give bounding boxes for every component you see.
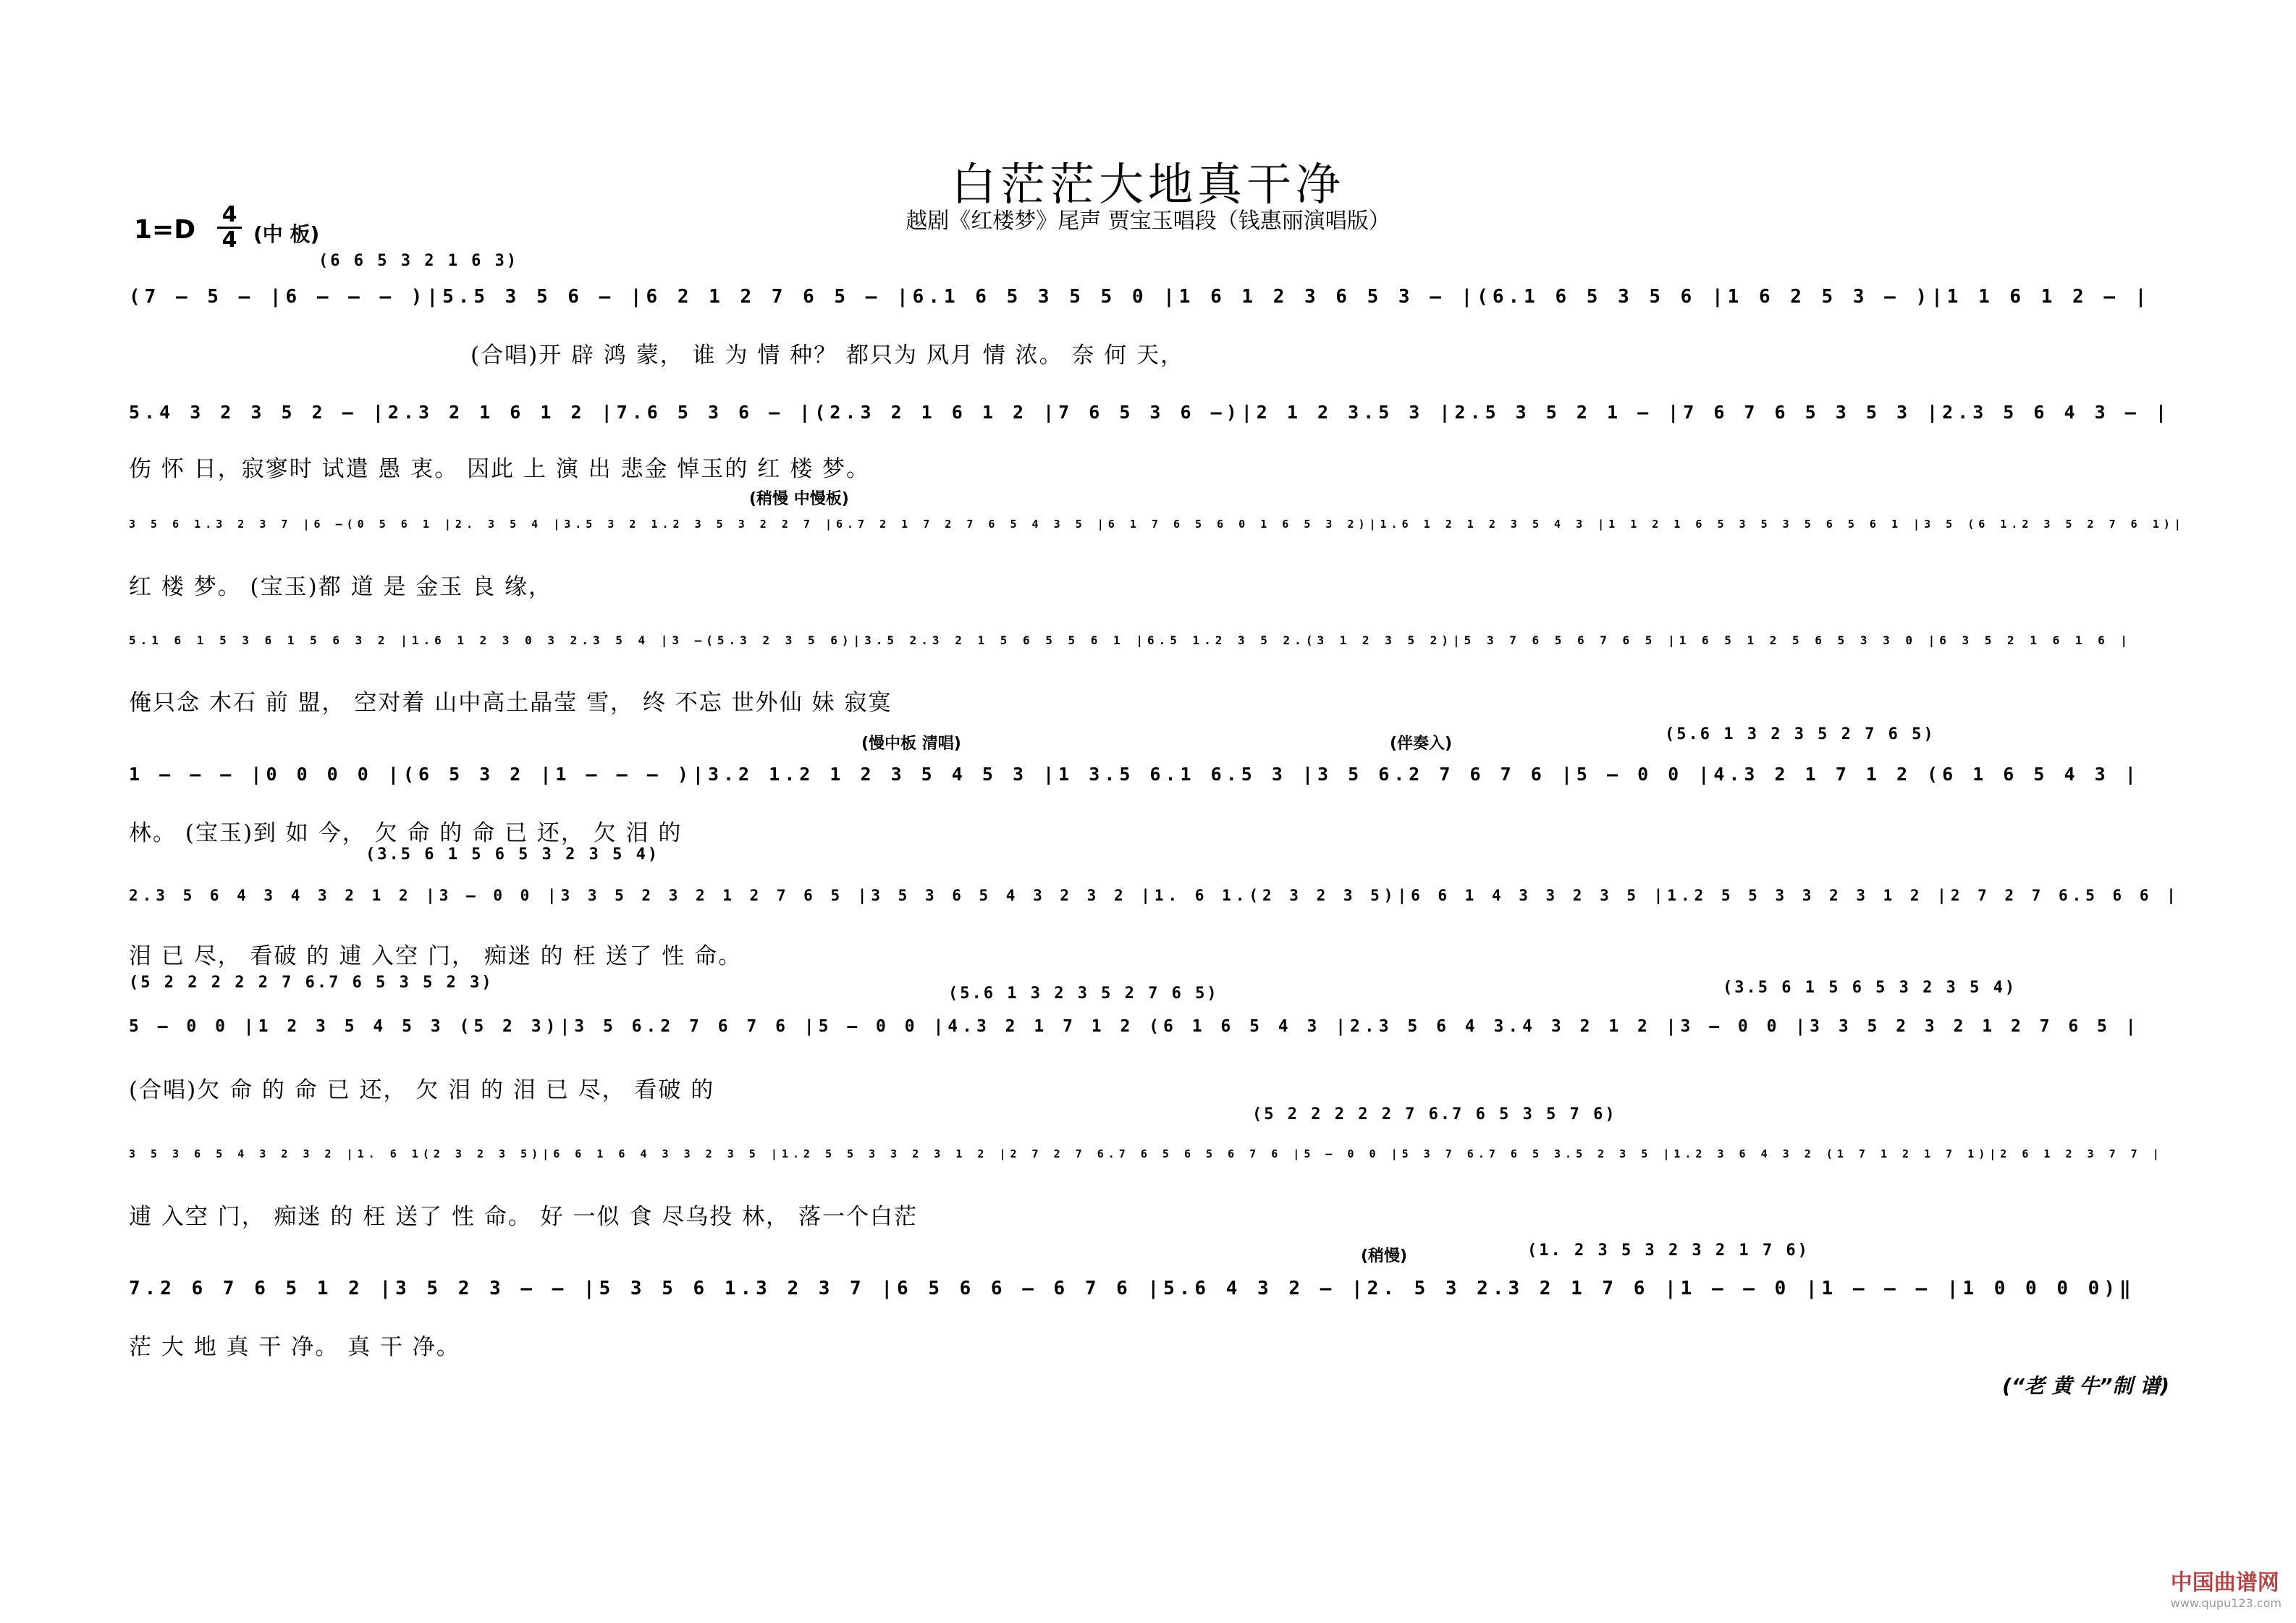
notation-line: (7 – 5 – |6 – – – )|5.5 3 5 6 – |6 2 1 2 7 6 5 – |6.1 6 5 3 5 5 0 |1 6 1 2 3 6 5 3 – |(6.1 6 5 3 5 6 |1 6 2 5 3 – )|1 1 6 1 2 – | <box>129 286 2151 308</box>
ornament-line: (5 2 2 2 2 2 7 6.7 6 5 3 5 2 3) <box>129 974 494 992</box>
lyric-line: 泪 已 尽， 看破 的 逋 入空 门， 痴迷 的 枉 送了 性 命。 <box>129 943 743 969</box>
lyric-line: 林。 (宝玉)到 如 今， 欠 命 的 命 已 还， 欠 泪 的 <box>129 820 683 846</box>
ornament-line: (1. 2 3 5 3 2 3 2 1 7 6) <box>1527 1242 1810 1260</box>
site-watermark <box>2171 1564 2282 1610</box>
notation-line: 5.4 3 2 3 5 2 – |2.3 2 1 6 1 2 |7.6 5 3 6 – |(2.3 2 1 6 1 2 |7 6 5 3 6 –)|2 1 2 3.5 3 |2.5 3 5 2 1 – |7 6 7 6 5 3 5 3 |2.3 5 6 4 3 – | <box>129 402 2171 423</box>
lyric-line: 茫 大 地 真 干 净。 真 干 净。 <box>129 1334 460 1360</box>
notation-line: 3 5 3 6 5 4 3 2 3 2 |1. 6 1(2 3 2 3 5)|6 6 1 6 4 3 3 2 3 5 |1.2 5 5 3 3 2 3 1 2 |2 7 2 7 6.7 6 5 6 5 6 7 6 |5 – 0 0 |5 3 7 6.7 6 5 3.5 2 3 5 |1.2 3 6 4 3 2 (1 7 1 2 1 7 1)|2 6 1 2 3 7 7 | <box>129 1147 2164 1160</box>
notation-line: 5.1 6 1 5 3 6 1 5 6 3 2 |1.6 1 2 3 0 3 2.3 5 4 |3 –(5.3 2 3 5 6)|3.5 2.3 2 1 5 6 5 5 6 1 |6.5 1.2 3 5 2.(3 1 2 3 5 2)|5 3 7 6 5 6 7 6 5 |1 6 5 1 2 5 6 5 3 3 0 |6 3 5 2 1 6 1 6 | <box>129 633 2132 647</box>
ornament-line: (3.5 6 1 5 6 5 3 2 3 5 4) <box>1723 979 2017 997</box>
ornament-line: (5.6 1 3 2 3 5 2 7 6 5) <box>1665 725 1936 743</box>
notation-line: 2.3 5 6 4 3 4 3 2 1 2 |3 – 0 0 |3 3 5 2 3 2 1 2 7 6 5 |3 5 3 6 5 4 3 2 3 2 |1. 6 1.(2 3 2 3 5)|6 6 1 4 3 3 2 3 5 |1.2 5 5 3 3 2 3 1 2 |2 7 2 7 6.5 6 6 | <box>129 887 2180 904</box>
notation-line: 7.2 6 7 6 5 1 2 |3 5 2 3 – – |5 3 5 6 1.3 2 3 7 |6 5 6 6 – 6 7 6 |5.6 4 3 2 – |2. 5 3 2.3 2 1 7 6 |1 – – 0 |1 – – – |1 0 0 0 0)‖ <box>129 1278 2135 1299</box>
ornament-line: (5 2 2 2 2 2 7 6.7 6 5 3 5 7 6) <box>1252 1105 1617 1124</box>
watermark-logo-text: 中国曲谱网 <box>2170 1570 2279 1595</box>
ornament-line: (3.5 6 1 5 6 5 3 2 3 5 4) <box>366 846 660 864</box>
notation-line: 1 – – – |0 0 0 0 |(6 5 3 2 |1 – – – )|3.2 1.2 1 2 3 5 4 5 3 |1 3.5 6.1 6.5 3 |3 5 6.2 7 6 7 6 |5 – 0 0 |4.3 2 1 7 1 2 (6 1 6 5 4 3 | <box>129 764 2140 785</box>
watermark-url: www.qupu123.com <box>2170 1596 2282 1610</box>
ornament-line: (5.6 1 3 2 3 5 2 7 6 5) <box>948 985 1219 1003</box>
tempo-marking: (中 板) <box>253 222 320 246</box>
lyric-line: 伤 怀 日，寂寥时 试遣 愚 衷。 因此 上 演 出 悲金 悼玉的 红 楼 梦。 <box>129 456 870 482</box>
meter-bottom: 4 <box>221 227 237 253</box>
time-signature <box>217 204 242 251</box>
lyric-line: 俺只念 木石 前 盟， 空对着 山中高土晶莹 雪， 终 不忘 世外仙 妹 寂寞 <box>129 690 892 716</box>
page-title: 白茫茫大地真干净 <box>950 158 1345 211</box>
tempo-change-marking: (稍慢) <box>1361 1247 1408 1265</box>
lyric-line: 红 楼 梦。 (宝玉)都 道 是 金玉 良 缘， <box>129 574 553 600</box>
transcriber-credit: (“老 黄 牛”制 谱) <box>2002 1374 2169 1398</box>
meter-top: 4 <box>221 202 237 227</box>
lyric-line: 逋 入空 门， 痴迷 的 枉 送了 性 命。 好 一似 食 尽乌投 林， 落一个白茫 <box>129 1204 918 1230</box>
tempo-change-marking: (稍慢 中慢板) <box>749 490 849 508</box>
notation-line: 3 5 6 1.3 2 3 7 |6 –(0 5 6 1 |2. 3 5 4 |3.5 3 2 1.2 3 5 3 2 2 7 |6.7 2 1 7 2 7 6 5 4 3 5 |6 1 7 6 5 6 0 1 6 5 3 2)|1.6 1 2 1 2 3 5 4 3 |1 1 2 1 6 5 3 5 3 5 6 5 6 1 |3 5 (6 1.2 3 5 2 7 6 1)| <box>129 518 2185 531</box>
page-subtitle: 越剧《红楼梦》尾声 贾宝玉唱段（钱惠丽演唱版） <box>906 208 1390 234</box>
lyric-line: (合唱)欠 命 的 命 已 还， 欠 泪 的 泪 已 尽， 看破 的 <box>129 1077 715 1103</box>
key-signature: 1=D <box>134 215 196 245</box>
tempo-change-marking: (慢中板 清唱) <box>861 735 961 753</box>
notation-line: 5 – 0 0 |1 2 3 5 4 5 3 (5 2 3)|3 5 6.2 7 6 7 6 |5 – 0 0 |4.3 2 1 7 1 2 (6 1 6 5 4 3 |2.3 5 6 4 3.4 3 2 1 2 |3 – 0 0 |3 3 5 2 3 2 1 2 7 6 5 | <box>129 1017 2140 1036</box>
lyric-line: (合唱)开 辟 鸿 蒙， 谁 为 情 种？ 都只为 风月 情 浓。 奈 何 天， <box>470 342 1185 368</box>
ornament-line: (6 6 5 3 2 1 6 3) <box>318 252 519 270</box>
accompaniment-marking: (伴奏入) <box>1390 735 1453 753</box>
